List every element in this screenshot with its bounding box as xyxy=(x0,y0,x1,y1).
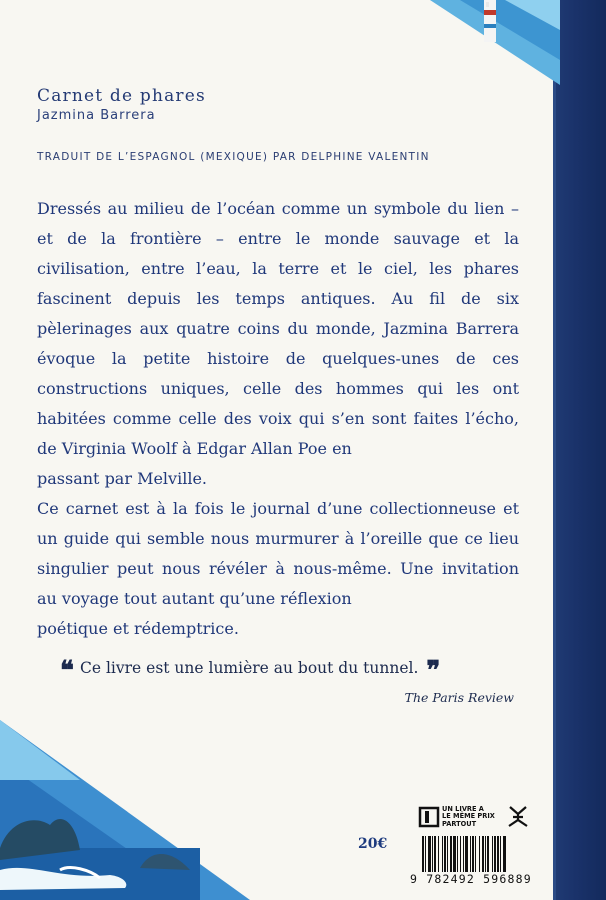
blurb-paragraph-2-end: poétique et rédemptrice. xyxy=(37,619,239,638)
barcode-bar xyxy=(425,836,426,872)
translator-credit: TRADUIT DE L’ESPAGNOL (MEXIQUE) PAR DELPHINE VALENTIN xyxy=(37,151,430,163)
publisher-logo-icon xyxy=(506,804,530,830)
open-quote-icon: ❝ xyxy=(60,656,74,686)
barcode-bar xyxy=(447,836,448,872)
quote-text: Ce livre est une lumière au bout du tunnel. xyxy=(80,659,419,677)
barcode-bar xyxy=(438,836,439,872)
barcode-bar xyxy=(444,836,446,872)
isbn-number: 9 782492 596889 xyxy=(410,872,532,886)
fixed-price-line: PARTOUT xyxy=(442,819,477,828)
barcode-bar xyxy=(450,836,452,872)
close-quote-icon: ❞ xyxy=(426,656,441,686)
fixed-price-label xyxy=(442,806,504,828)
barcode-bar xyxy=(472,836,474,872)
press-quote xyxy=(60,656,440,686)
barcode-bar xyxy=(434,836,436,872)
barcode-bar xyxy=(460,836,461,872)
barcode-bar xyxy=(453,836,456,872)
book-title: Carnet de phares xyxy=(37,86,206,106)
barcode-bar xyxy=(463,836,464,872)
barcode-bar xyxy=(465,836,468,872)
barcode-bar xyxy=(422,836,424,872)
barcode-bar xyxy=(470,836,471,872)
blurb-paragraph-2: Ce carnet est à la fois le journal d’une collectionneuse et un guide qui semble nous murmurer à l’oreille que ce lieu singulier peut nous révéler à nous-même. Une invitation au voyage tout autant qu’une réflexion xyxy=(37,499,519,608)
barcode-bar xyxy=(442,836,443,872)
blurb-paragraph-1-end: passant par Melville. xyxy=(37,469,207,488)
barcode-bar xyxy=(494,836,496,872)
barcode-bar xyxy=(457,836,458,872)
barcode-bar xyxy=(497,836,499,872)
barcode-bar xyxy=(503,836,506,872)
barcode-bar xyxy=(485,836,486,872)
book-blurb xyxy=(37,194,519,644)
lighthouse-illustration xyxy=(430,0,560,85)
barcode-bar xyxy=(479,836,480,872)
barcode-bar xyxy=(492,836,493,872)
barcode-bar xyxy=(482,836,484,872)
price: 20€ xyxy=(358,836,388,852)
barcode-bar xyxy=(432,836,433,872)
barcode-bar xyxy=(475,836,476,872)
book-author: Jazmina Barrera xyxy=(37,108,156,123)
barcode xyxy=(422,836,530,872)
fixed-price-line: UN LIVRE A xyxy=(442,805,484,813)
barcode-bar xyxy=(428,836,431,872)
coast-illustration xyxy=(0,720,250,900)
quote-source: The Paris Review xyxy=(404,690,514,705)
barcode-bar xyxy=(500,836,501,872)
book-spine xyxy=(556,0,606,900)
blurb-paragraph-1: Dressés au milieu de l’océan comme un symbole du lien – et de la frontière – entre le monde sauvage et la civilisation, entre l’eau, la terre et le ciel, les phares fascinent depuis les temps antiques. Au fil de six pèlerinages aux quatre coins du monde, Jazmina Barrera évoque la petite histoire de quelques-unes de ces constructions uniques, celle des hommes qui les ont habitées comme celle des voix qui s’en sont faites l’écho, de Virginia Woolf à Edgar Allan Poe en xyxy=(37,199,519,458)
barcode-bar xyxy=(487,836,489,872)
fixed-price-line: LE MÊME PRIX xyxy=(442,812,495,821)
